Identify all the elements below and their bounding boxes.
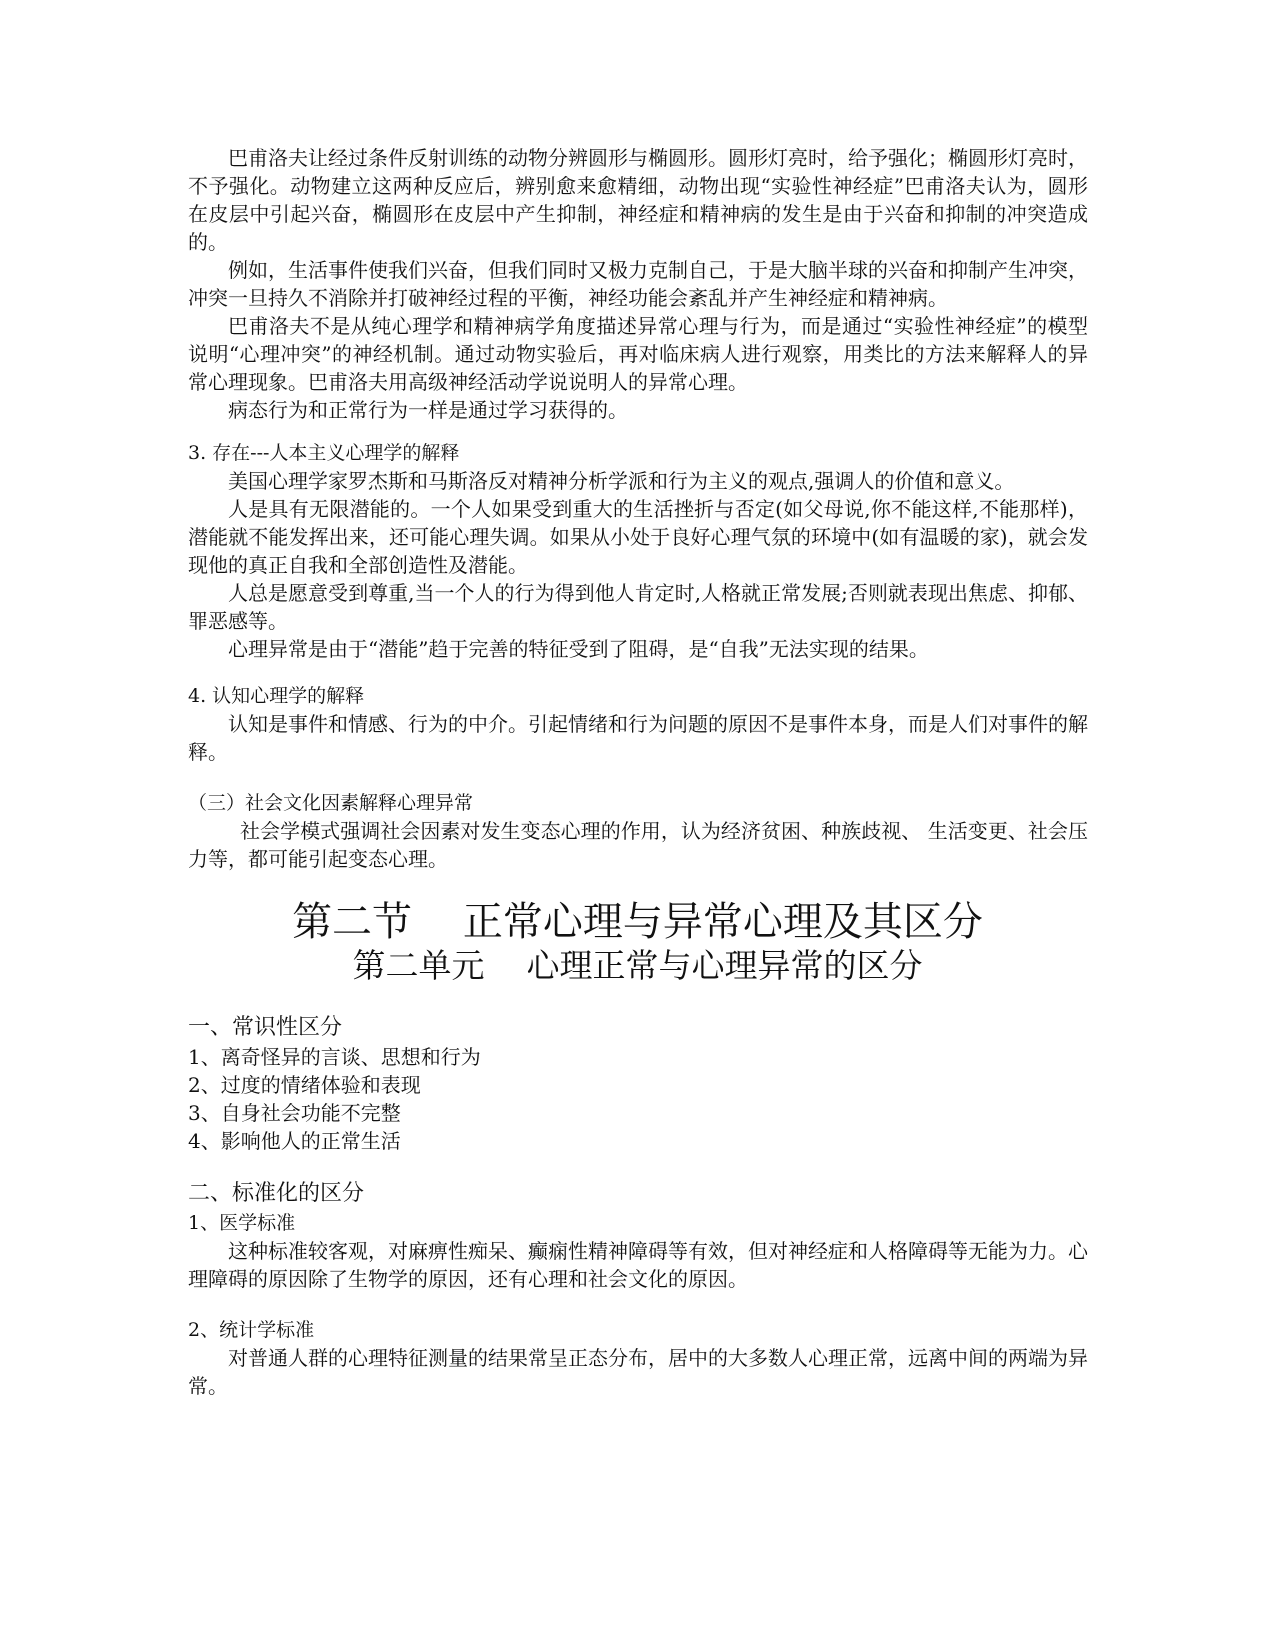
body-section-humanistic xyxy=(188,439,1088,663)
heading-common-sense: 一、常识性区分 xyxy=(188,1015,343,1040)
heading-medical-standard: 1、医学标准 xyxy=(188,1212,296,1234)
paragraph-pavlov-experiment: 巴甫洛夫让经过条件反射训练的动物分辨圆形与椭圆形。圆形灯亮时，给予强化；椭圆形灯亮时，不予强化。动物建立这两种反应后，辨别愈来愈精细，动物出现“实验性神经症”巴甫洛夫认为，圆形在皮层中引起兴奋，椭圆形在皮层中产生抑制，神经症和精神病的发生是由于兴奋和抑制的冲突造成的。 xyxy=(188,146,1088,254)
standardized-section xyxy=(188,1179,1088,1293)
paragraph-learned-behavior: 病态行为和正常行为一样是通过学习获得的。 xyxy=(228,398,628,422)
paragraph-respect: 人总是愿意受到尊重,当一个人的行为得到他人肯定时,人格就正常发展;否则就表现出焦虑、抑郁、罪恶感等。 xyxy=(188,581,1088,633)
heading-statistical-standard: 2、统计学标准 xyxy=(188,1319,315,1341)
list-item: 1、离奇怪异的言谈、思想和行为 xyxy=(188,1045,481,1069)
chapter-title: 第二节 正常心理与异常心理及其区分 xyxy=(292,899,983,945)
paragraph-social-model: 社会学模式强调社会因素对发生变态心理的作用，认为经济贫困、种族歧视、 生活变更、社会压力等，都可能引起变态心理。 xyxy=(188,819,1088,871)
paragraph-potential: 人是具有无限潜能的。一个人如果受到重大的生活挫折与否定(如父母说,你不能这样,不能那样)，潜能就不能发挥出来，还可能心理失调。如果从小处于良好心理气氛的环境中(如有温暖的家)，就会发现他的真正自我和全部创造性及潜能。 xyxy=(188,497,1088,577)
common-sense-section xyxy=(188,1013,1088,1155)
body-section-1 xyxy=(188,144,1088,424)
heading-cognitive: 4. 认知心理学的解释 xyxy=(188,685,365,707)
paragraph-statistical-standard: 对普通人群的心理特征测量的结果常呈正态分布，居中的大多数人心理正常，远离中间的两端为异常。 xyxy=(188,1346,1088,1398)
list-item: 4、影响他人的正常生活 xyxy=(188,1129,401,1153)
paragraph-rogers-maslow: 美国心理学家罗杰斯和马斯洛反对精神分析学派和行为主义的观点,强调人的价值和意义。 xyxy=(228,469,1015,493)
paragraph-life-events: 例如，生活事件使我们兴奋，但我们同时又极力克制自己，于是大脑半球的兴奋和抑制产生冲突，冲突一旦持久不消除并打破神经过程的平衡，神经功能会紊乱并产生神经症和精神病。 xyxy=(188,258,1088,310)
heading-humanistic: 3. 存在---人本主义心理学的解释 xyxy=(188,442,460,464)
list-item: 3、自身社会功能不完整 xyxy=(188,1101,401,1125)
body-section-sociocultural xyxy=(188,789,1088,873)
paragraph-medical-standard: 这种标准较客观，对麻痹性痴呆、癫痫性精神障碍等有效，但对神经症和人格障碍等无能为力。心理障碍的原因除了生物学的原因，还有心理和社会文化的原因。 xyxy=(188,1239,1088,1291)
list-item: 2、过度的情绪体验和表现 xyxy=(188,1073,421,1097)
paragraph-pavlov-model: 巴甫洛夫不是从纯心理学和精神病学角度描述异常心理与行为，而是通过“实验性神经症”的模型说明“心理冲突”的神经机制。通过动物实验后，再对临床病人进行观察，用类比的方法来解释人的异常心理现象。巴甫洛夫用高级神经活动学说说明人的异常心理。 xyxy=(188,314,1088,394)
statistical-section xyxy=(188,1316,1088,1400)
body-section-cognitive xyxy=(188,682,1088,766)
paragraph-self-actualization: 心理异常是由于“潜能”趋于完善的特征受到了阻碍，是“自我”无法实现的结果。 xyxy=(228,637,929,661)
unit-title: 第二单元 心理正常与心理异常的区分 xyxy=(352,946,923,985)
paragraph-cognition: 认知是事件和情感、行为的中介。引起情绪和行为问题的原因不是事件本身，而是人们对事件的解释。 xyxy=(188,712,1088,764)
heading-standardized: 二、标准化的区分 xyxy=(188,1181,365,1206)
heading-sociocultural: （三）社会文化因素解释心理异常 xyxy=(188,792,474,814)
